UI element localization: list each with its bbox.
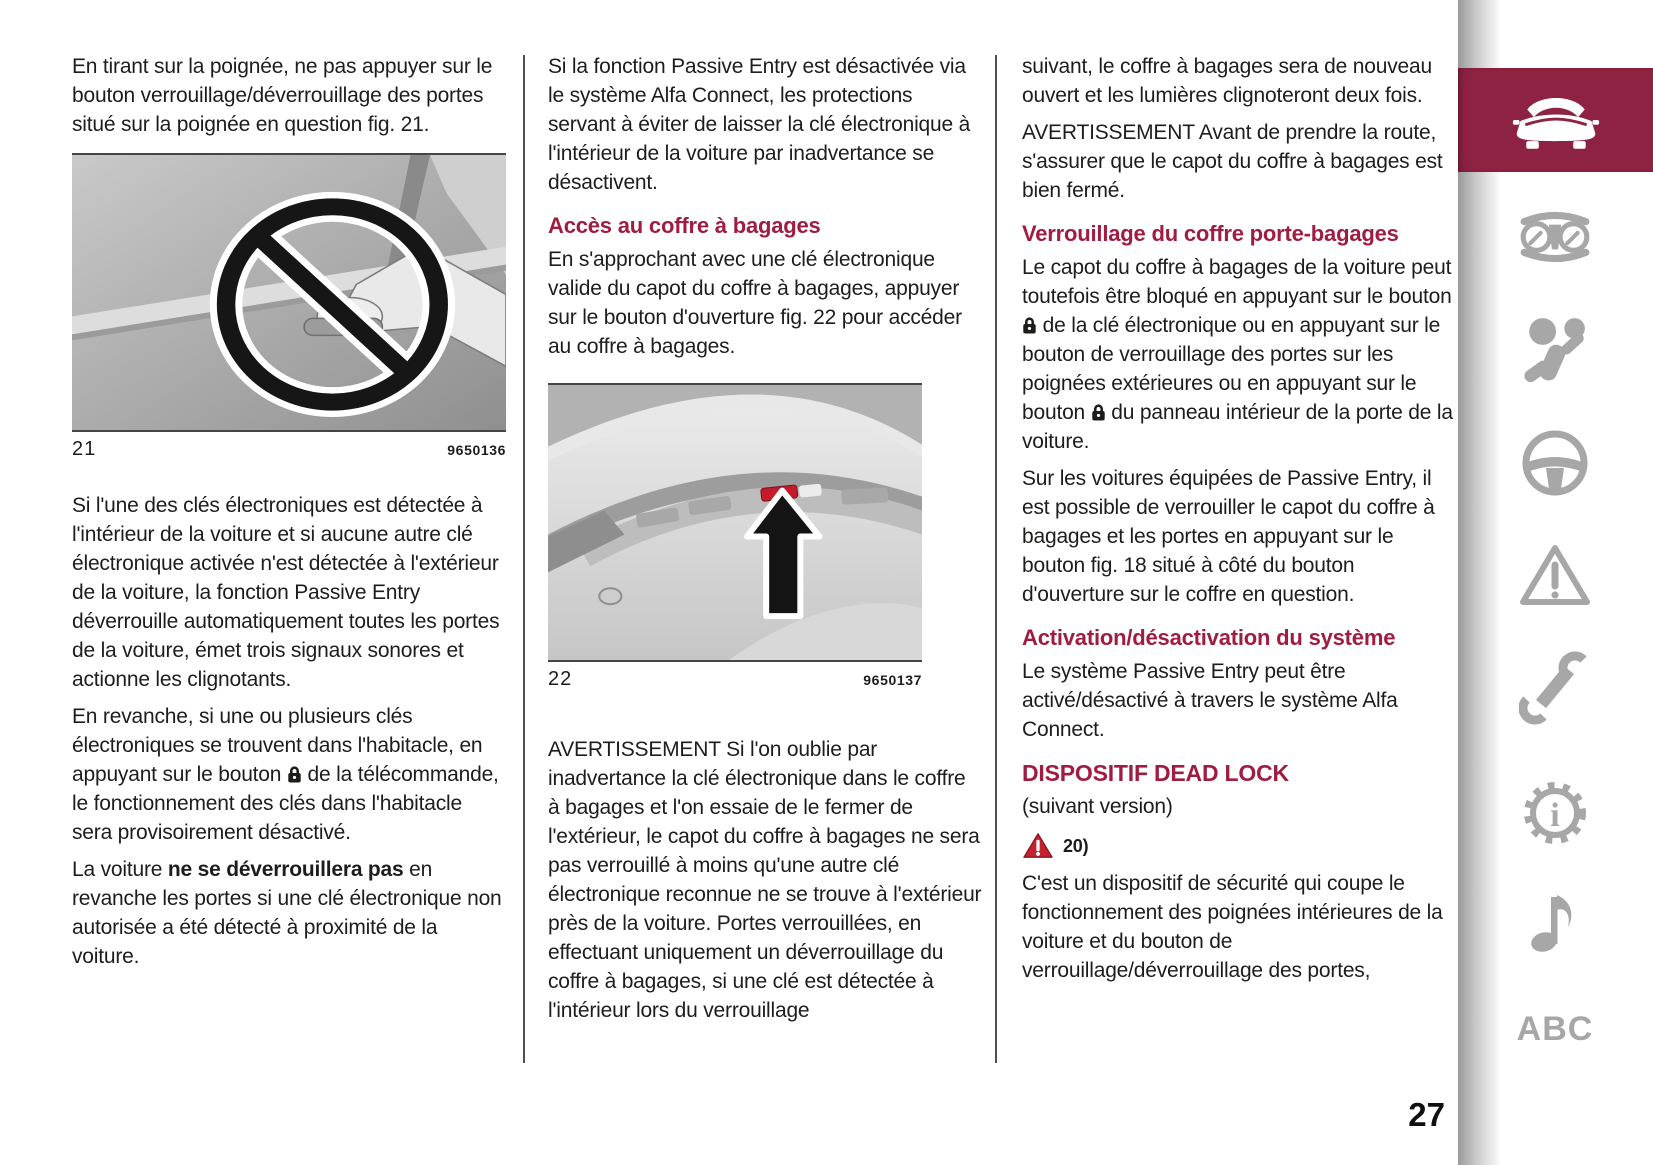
section-heading: Activation/désactivation du système [1022,625,1396,650]
car-front-icon [1510,90,1602,150]
sidebar-tab-audio[interactable] [1509,889,1601,953]
page-edge-shadow [1458,0,1506,1165]
warning-number: 20) [1063,835,1089,856]
column-2 [548,52,982,1025]
paragraph: Si l'une des clés électroniques est détectée à l'intérieur de la voiture et si aucune autre clé électronique activée n'est détectée à l'extérieur de la voiture, la fonction Passive Entry déverrouille automatiquement toutes les portes de la voiture, émet trois signaux sonores et actionne les clignotants. [72,494,500,691]
airbag-icon [1521,315,1589,383]
lock-icon [1091,400,1106,417]
paragraph: Sur les voitures équipées de Passive Entry, il est possible de verrouiller le capot du coffre à bagages et les portes en appuyant sur le bouton fig. 18 situé à côté du bouton d'ouverture sur le coffre en question. [1022,467,1435,606]
text-segment: de la télécommande, le fonctionnement des clés dans l'habitacle sera provisoirement désactivé. [72,763,499,844]
column-divider [995,55,997,1063]
paragraph: (suivant version) [1022,795,1173,818]
figure-21-caption [72,432,506,465]
svg-text:i: i [1550,797,1560,834]
figure-code: 9650136 [447,442,506,458]
sidebar-tab-instrument-cluster[interactable] [1509,211,1601,263]
text-segment: du panneau intérieur de la porte de la voiture. [1022,401,1453,453]
section-heading: Accès au coffre à bagages [548,213,821,238]
lock-icon [287,762,302,779]
sidebar-tab-maintenance[interactable] [1509,648,1601,726]
text-segment: de la clé électronique ou en appuyant sur le bouton de verrouillage des portes sur les poignées extérieures ou en appuyant sur le bouton [1022,314,1441,424]
sidebar-tab-index[interactable]: ABC [1516,1010,1594,1048]
text-segment: Le capot du coffre à bagages de la voiture peut toutefois être bloqué en appuyant sur le bouton [1022,256,1452,308]
paragraph [72,702,506,847]
warning-reference [1022,831,1456,861]
paragraph [1022,253,1456,456]
sidebar-tab-warnings[interactable] [1509,542,1601,608]
figure-22-caption [548,662,922,695]
sidebar-tab-steering[interactable] [1509,429,1601,497]
figure-22 [548,383,922,695]
figure-21-image [72,153,506,432]
paragraph: En s'approchant avec une clé électronique valide du capot du coffre à bagages, appuyer sur le bouton d'ouverture fig. 22 pour accéder au coffre à bagages. [548,248,962,358]
paragraph: AVERTISSEMENT Avant de prendre la route, s'assurer que le capot du coffre à bagages est bien fermé. [1022,121,1443,202]
paragraph: Si la fonction Passive Entry est désactivée via le système Alfa Connect, les protections servant à éviter de laisser la clé électronique à l'intérieur de la voiture par inadvertance se désactivent. [548,55,971,194]
instrument-cluster-icon [1516,211,1594,263]
wrench-icon [1519,648,1591,726]
music-note-icon [1529,889,1581,953]
figure-number: 21 [72,438,97,460]
column-divider [523,55,525,1063]
paragraph: C'est un dispositif de sécurité qui coupe le fonctionnement des poignées intérieures de la voiture et du bouton de verrouillage/déverrouillage des portes, [1022,872,1443,982]
paragraph: Le système Passive Entry peut être activé/désactivé à travers le système Alfa Connect. [1022,660,1398,741]
lock-icon [1022,313,1037,330]
section-heading: Verrouillage du coffre porte-bagages [1022,221,1399,246]
column-1 [72,52,506,971]
sidebar-tab-airbag[interactable] [1509,315,1601,383]
paragraph: En tirant sur la poignée, ne pas appuyer sur le bouton verrouillage/déverrouillage des portes situé sur la poignée en question fig. 21. [72,55,493,136]
page-number: 27 [1408,1096,1445,1133]
warning-triangle-outline-icon [1519,542,1591,608]
figure-22-image [548,383,922,662]
paragraph: AVERTISSEMENT Si l'on oublie par inadvertance la clé électronique dans le coffre à bagages et l'on essaie de le fermer de l'extérieur, le capot du coffre à bagages ne sera pas verrouillé à moins qu'une autre clé électronique reconnue ne se trouve à l'extérieur près de la voiture. Portes verrouillées, en effectuant uniquement un déverrouillage du coffre à bagages, si une clé est détectée à l'intérieur lors du verrouillage [548,738,982,1022]
bold-text: ne se déverrouillera pas [167,858,404,881]
column-3 [1022,52,1456,985]
gear-info-icon [1521,779,1589,847]
paragraph: suivant, le coffre à bagages sera de nouveau ouvert et les lumières clignoteront deux fois. [1022,55,1432,107]
section-heading: DISPOSITIF DEAD LOCK [1022,760,1289,786]
door-handle-prohibition-illustration [72,155,506,430]
paragraph [72,855,506,971]
figure-code: 9650137 [863,672,922,688]
text-segment: en revanche les portes si une clé électronique non autorisée a été détecté à proximité de la voiture. [72,858,502,968]
trunk-release-button-illustration [548,385,922,660]
sidebar-tab-car-active[interactable] [1458,68,1653,172]
figure-number: 22 [548,668,573,690]
figure-21 [72,153,506,465]
sidebar-tab-technical-info[interactable] [1509,779,1601,847]
text-segment: La voiture [72,858,168,881]
warning-triangle-icon [1022,832,1054,860]
steering-wheel-icon [1521,429,1589,497]
text-segment: En revanche, si une ou plusieurs clés électroniques se trouvent dans l'habitacle, en appuyant sur le bouton [72,705,483,786]
